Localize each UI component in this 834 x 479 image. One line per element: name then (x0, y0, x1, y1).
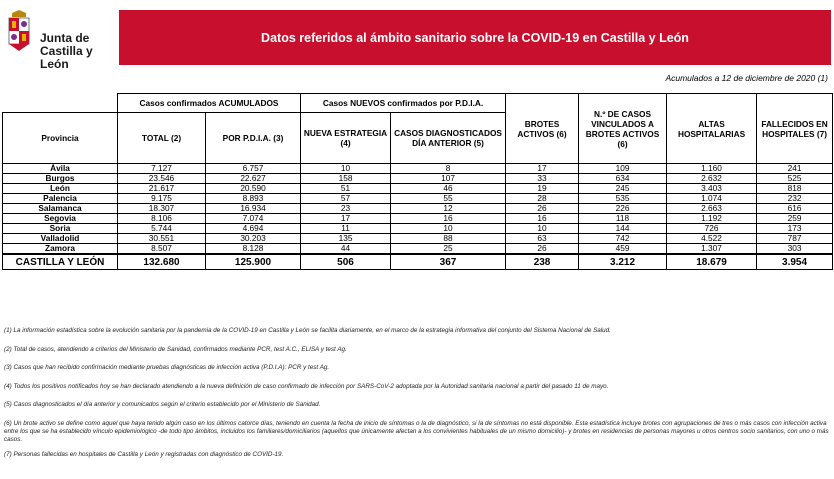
cell-nueva: 57 (301, 194, 391, 204)
cell-total: 8.106 (118, 214, 206, 224)
cell-altas: 4.522 (667, 234, 757, 244)
cell-total: 23.546 (118, 174, 206, 184)
cell-provincia: Palencia (3, 194, 118, 204)
cell-pdia: 20.590 (206, 184, 301, 194)
cell-provincia: Salamanca (3, 204, 118, 214)
total-provincia: CASTILLA Y LEÓN (3, 254, 118, 270)
cell-altas: 2.663 (667, 204, 757, 214)
total-total: 132.680 (118, 254, 206, 270)
cell-brotes: 28 (506, 194, 579, 204)
cell-fallecidos: 173 (757, 224, 833, 234)
cell-brotes: 19 (506, 184, 579, 194)
col-pdia: POR P.D.I.A. (3) (206, 113, 301, 164)
cell-diag: 16 (391, 214, 506, 224)
cell-vinculados: 459 (579, 244, 667, 255)
cell-total: 5.744 (118, 224, 206, 234)
cell-altas: 1.307 (667, 244, 757, 255)
cell-pdia: 7.074 (206, 214, 301, 224)
cell-altas: 1.192 (667, 214, 757, 224)
cell-nueva: 11 (301, 224, 391, 234)
col-diag: CASOS DIAGNOSTICADOS DÍA ANTERIOR (5) (391, 113, 506, 164)
cell-altas: 1.160 (667, 164, 757, 174)
cell-provincia: Ávila (3, 164, 118, 174)
cell-total: 21.617 (118, 184, 206, 194)
col-total: TOTAL (2) (118, 113, 206, 164)
cell-nueva: 23 (301, 204, 391, 214)
cell-diag: 8 (391, 164, 506, 174)
cell-vinculados: 634 (579, 174, 667, 184)
page-title: Datos referidos al ámbito sanitario sobre la COVID-19 en Castilla y León (261, 30, 689, 45)
blank-corner (3, 94, 118, 113)
cell-diag: 46 (391, 184, 506, 194)
table-row (3, 174, 833, 184)
cell-total: 8.507 (118, 244, 206, 255)
cell-total: 7.127 (118, 164, 206, 174)
table-row (3, 224, 833, 234)
table-body (3, 164, 833, 255)
cell-brotes: 63 (506, 234, 579, 244)
cell-brotes: 33 (506, 174, 579, 184)
cell-total: 9.175 (118, 194, 206, 204)
cell-nueva: 44 (301, 244, 391, 255)
total-row (3, 254, 833, 270)
cell-provincia: Soria (3, 224, 118, 234)
cell-nueva: 158 (301, 174, 391, 184)
group-header-row (3, 94, 833, 113)
cell-vinculados: 245 (579, 184, 667, 194)
logo-line1: Junta de (40, 31, 90, 45)
cell-total: 18.307 (118, 204, 206, 214)
cell-nueva: 17 (301, 214, 391, 224)
cell-brotes: 10 (506, 224, 579, 234)
cell-pdia: 4.694 (206, 224, 301, 234)
cell-pdia: 22.627 (206, 174, 301, 184)
total-pdia: 125.900 (206, 254, 301, 270)
cell-fallecidos: 241 (757, 164, 833, 174)
cell-provincia: Segovia (3, 214, 118, 224)
table-row (3, 184, 833, 194)
cell-brotes: 16 (506, 214, 579, 224)
cell-nueva: 51 (301, 184, 391, 194)
cell-provincia: Zamora (3, 244, 118, 255)
cell-diag: 25 (391, 244, 506, 255)
footnote-4: (4) Todos los positivos notificados hoy se han declarado atendiendo a la nueva definición de caso confirmado de infección por SARS-CoV-2 adoptada por la Autoridad sanitaria nacional a partir del pasado 11 de mayo. (4, 382, 609, 390)
accumulated-date: Acumulados a 12 de diciembre de 2020 (1) (665, 73, 828, 83)
cell-total: 30.551 (118, 234, 206, 244)
col-fallecidos: FALLECIDOS EN HOSPITALES (7) (757, 94, 833, 164)
cell-pdia: 30.203 (206, 234, 301, 244)
cell-vinculados: 226 (579, 204, 667, 214)
footnote-2: (2) Total de casos, atendiendo a criterios del Ministerio de Sanidad, confirmados mediante PCR, test A.C., ELISA y test Ag. (4, 345, 347, 353)
table-row (3, 194, 833, 204)
cell-pdia: 16.934 (206, 204, 301, 214)
title-banner (119, 10, 831, 65)
cell-pdia: 6.757 (206, 164, 301, 174)
cell-fallecidos: 525 (757, 174, 833, 184)
total-altas: 18.679 (667, 254, 757, 270)
cell-provincia: Burgos (3, 174, 118, 184)
cell-nueva: 10 (301, 164, 391, 174)
cell-fallecidos: 818 (757, 184, 833, 194)
coat-of-arms-icon (6, 10, 32, 52)
total-vinculados: 3.212 (579, 254, 667, 270)
cell-vinculados: 535 (579, 194, 667, 204)
footnotes (4, 327, 830, 469)
table-row (3, 234, 833, 244)
cell-provincia: Valladolid (3, 234, 118, 244)
table-row (3, 244, 833, 255)
col-nueva: NUEVA ESTRATEGIA (4) (301, 113, 391, 164)
cell-brotes: 17 (506, 164, 579, 174)
footnote-3: (3) Casos que han recibido confirmación mediante pruebas diagnósticas de infección activa (P.D.I.A): PCR y test Ag. (4, 364, 330, 371)
cell-fallecidos: 303 (757, 244, 833, 255)
table-row (3, 164, 833, 174)
cell-altas: 726 (667, 224, 757, 234)
table-row (3, 204, 833, 214)
cell-fallecidos: 259 (757, 214, 833, 224)
table-row (3, 214, 833, 224)
covid-data-table (2, 93, 833, 270)
cell-fallecidos: 787 (757, 234, 833, 244)
col-provincia: Provincia (3, 113, 118, 164)
total-brotes: 238 (506, 254, 579, 270)
total-diag: 367 (391, 254, 506, 270)
footnote-5: (5) Casos diagnosticados el día anterior y comunicados según el criterio establecido por el Ministerio de Sanidad. (4, 401, 321, 408)
logo-line2: Castilla y León (40, 44, 93, 71)
col-altas: ALTAS HOSPITALARIAS (667, 94, 757, 164)
footnote-7: (7) Personas fallecidas en hospitales de Castilla y León y registradas con diagnóstico de COVID-19. (4, 450, 284, 458)
cell-pdia: 8.128 (206, 244, 301, 255)
junta-logo (6, 8, 106, 71)
group-acumulados: Casos confirmados ACUMULADOS (118, 94, 301, 113)
logo-text (40, 32, 106, 71)
cell-diag: 10 (391, 224, 506, 234)
cell-vinculados: 109 (579, 164, 667, 174)
total-fallecidos: 3.954 (757, 254, 833, 270)
cell-pdia: 8.893 (206, 194, 301, 204)
cell-fallecidos: 232 (757, 194, 833, 204)
group-nuevos: Casos NUEVOS confirmados por P.D.I.A. (301, 94, 506, 113)
cell-vinculados: 144 (579, 224, 667, 234)
cell-fallecidos: 616 (757, 204, 833, 214)
total-nueva: 506 (301, 254, 391, 270)
col-vinculados: N.º DE CASOS VINCULADOS A BROTES ACTIVOS (6) (579, 94, 667, 164)
cell-altas: 1.074 (667, 194, 757, 204)
cell-vinculados: 742 (579, 234, 667, 244)
cell-vinculados: 118 (579, 214, 667, 224)
cell-diag: 55 (391, 194, 506, 204)
cell-brotes: 26 (506, 204, 579, 214)
cell-diag: 107 (391, 174, 506, 184)
cell-altas: 3.403 (667, 184, 757, 194)
cell-nueva: 135 (301, 234, 391, 244)
cell-provincia: León (3, 184, 118, 194)
cell-altas: 2.632 (667, 174, 757, 184)
cell-diag: 88 (391, 234, 506, 244)
footnote-6: (6) Un brote activo se define como aquel que haya tenido algún caso en los últimos catorce días, teniendo en cuenta la fecha de inicio de síntomas o la de diagnóstico, si la de síntomas no está disponible. Esta estadística incluye brotes con agrupaciones de tres o más casos con infección activa entre los que se ha establecido vínculo epidemiológico -de todo tipo ámbitos, incluidos los familiares/domiciliarios (aquellos que únicamente afectan a los convivientes habituales de un mismo domicilio)- y brotes en residencias de personas mayores u otros centros socio sanitarios, con uno o más casos. (4, 419, 829, 443)
cell-brotes: 26 (506, 244, 579, 255)
cell-diag: 12 (391, 204, 506, 214)
footnote-1: (1) La información estadística sobre la evolución sanitaria por la pandemia de la COVID-19 en Castilla y León se facilita diariamente, en el marco de la estrategia informativa del conjunto del Sistema Nacional de Salud. (4, 327, 611, 334)
col-brotes: BROTES ACTIVOS (6) (506, 94, 579, 164)
